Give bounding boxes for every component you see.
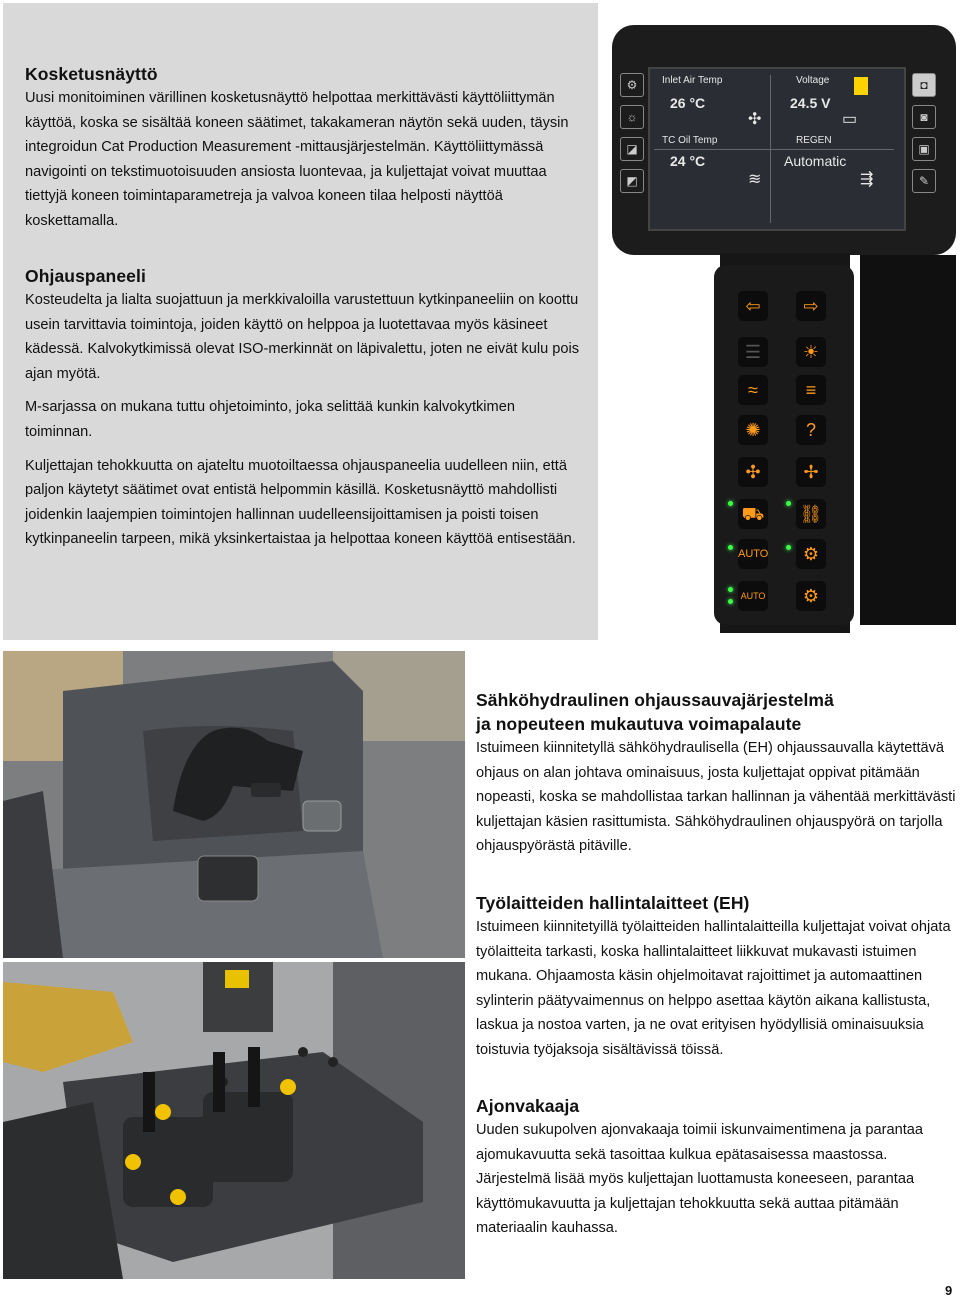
section-control-panel [25, 264, 585, 552]
light-icon: ☼ [620, 105, 644, 129]
control-panel-paragraph-2: M-sarjassa on mukana tuttu ohjetoiminto, joka selittää kunkin kalvokytkimen toiminnan. [25, 399, 515, 440]
control-panel-heading: Ohjauspaneeli [25, 266, 146, 286]
monitor-photo [610, 25, 958, 625]
mount-rail [860, 255, 956, 625]
status-led [728, 545, 733, 550]
bucket-icon: ◪ [620, 137, 644, 161]
control-panel-paragraph-3: Kuljettajan tehokkuutta on ajateltu muotoiltaessa ohjauspaneelia uudelleen niin, että paljon käytetyt säätimet ovat entistä helpommin käsillä. Kosketusnäyttö mahdollisti joidenkin laajempien toimintojen hallinnan uudelleensijoittamisen ja poisti toisen kytkinpaneelin tarpeen, mikä yksinkertaistaa ja helpottaa koneen käyttöä entisestään. [25, 457, 576, 548]
monitor-screen [648, 67, 906, 231]
gear-lock-icon: ⚙ [796, 581, 826, 611]
section-touchscreen [25, 62, 585, 234]
implement-controls-heading: Työlaitteiden hallintalaitteet (EH) [476, 893, 750, 913]
high-beam-icon: ≡ [796, 375, 826, 405]
control-panel-paragraph-1: Kosteudelta ja lialta suojattuun ja merkkivaloilla varustettuun kytkinpaneeliin on koottu usein tarvittavia toimintoja, joiden käyttö on helppoa ja luotettavaa myös käsineet kädessä. Kalvokytkimissä olevat ISO-merkinnät on läpivalettu, joten ne eivät kulu pois ajan myötä. [25, 292, 580, 382]
eh-steering-heading-line-2: ja nopeuteen mukautuva voimapalaute [476, 714, 802, 734]
help-icon: ? [796, 415, 826, 445]
camera-icon: ▣ [912, 137, 936, 161]
ride-control-heading: Ajonvakaaja [476, 1096, 580, 1116]
status-led [728, 599, 733, 604]
voltage-value: 24.5 V [790, 95, 831, 111]
temperature-icon: ≋ [748, 171, 762, 188]
arrow-left-icon: ⇦ [738, 291, 768, 321]
warning-indicator [854, 77, 868, 95]
eh-steering-body: Istuimeen kiinnitetyllä sähköhydraulisella (EH) ohjaussauvalla käytettävä ohjaus on alan johtava ominaisuus, josta kuljettajat oppivat pitämään nopeasti, koska se mahdollistaa tarkan hallinnan ja vähentää merkittävästi kuljettajan käsien rasittumista. Sähköhydraulinen ohjauspyörä on tarjolla ohjauspyörästä pitäville. [476, 740, 956, 855]
status-led [786, 545, 791, 550]
section-implement-controls [476, 891, 956, 1063]
battery-icon: ▭ [842, 111, 858, 128]
touchscreen-body: Uusi monitoiminen värillinen kosketusnäyttö helpottaa merkittävästi käyttöliittymän käyttöä, koska se sisältää koneen säätimet, takakameran näytön sekä uuden, täysin integroidun Cat Production Measurement -mittausjärjestelmän. Käyttöliittymässä navigointi on tekstimuotoisuuden ansiosta luontevaa, ja kuljettajat voivat muuttaa tiettyjä koneen toimintaparametreja ja valvoa koneen tilaa helposti näyttöä koskettamalla. [25, 90, 569, 229]
machine-icon: ⚙ [620, 73, 644, 97]
status-led [786, 501, 791, 506]
wrench-icon: ✎ [912, 169, 936, 193]
status-led [728, 501, 733, 506]
tilt-icon: ◩ [620, 169, 644, 193]
parking-light-icon: ☀ [796, 337, 826, 367]
transmission-icon: ⚙ [796, 539, 826, 569]
eh-steering-heading-line-1: Sähköhydraulinen ohjaussauvajärjestelmä [476, 690, 834, 710]
inlet-air-value: 26 °C [670, 95, 706, 111]
tc-oil-label: TC Oil Temp [662, 135, 718, 146]
beacon-icon: ✺ [738, 415, 768, 445]
regen-label: REGEN [796, 135, 832, 146]
auto-icon: AUTO [738, 539, 768, 569]
work-light-front-icon: ≈ [738, 375, 768, 405]
loader-outline-icon: ◙ [912, 105, 936, 129]
fan-icon: ✣ [748, 111, 762, 128]
left-screen-icons [620, 73, 644, 201]
section-eh-steering [476, 688, 956, 859]
joystick-photo [3, 651, 465, 958]
inlet-air-label: Inlet Air Temp [662, 75, 723, 86]
status-led [728, 587, 733, 592]
voltage-label: Voltage [796, 75, 830, 86]
page-number: 9 [945, 1283, 953, 1298]
implement-lock-icon: ⛓ [796, 499, 826, 529]
touchscreen-monitor [612, 25, 956, 255]
touchscreen-heading: Kosketusnäyttö [25, 64, 158, 84]
ride-control-body: Uuden sukupolven ajonvakaaja toimii iskunvaimentimena ja parantaa ajomukavuutta sekä tasoittaa kulkua epätasaisessa maastossa. Järjestelmä lisää myös kuljettajan luottamusta koneeseen, parantaa käyttömukavuutta ja kuljettajan tehokkuutta sekä auttaa pitämään materiaalin kauhassa. [476, 1122, 923, 1237]
section-ride-control [476, 1094, 956, 1241]
auto-lock-icon: AUTO [738, 581, 768, 611]
right-screen-icons [912, 73, 936, 201]
regen-icon: ⇶ [860, 171, 874, 188]
fan-reverse-icon: ✣ [738, 457, 768, 487]
implement-controls-body: Istuimeen kiinnitetyillä työlaitteiden hallintalaitteilla kuljettajat voivat ohjata työlaitteita tarkasti, koska hallintalaitteet liikkuvat mukavasti istuimen mukana. Ohjaamosta käsin ohjelmoitavat rajoittimet ja automaattinen sylinterin päätyvaimennus on helppo asettaa käytön aikana kallistusta, laskua ja nostoa varten, ja ne ovat erityisen hyödyllisiä ominaisuuksia toistuvia työjaksoja sisältävissä töissä. [476, 919, 951, 1058]
tc-oil-value: 24 °C [670, 153, 706, 169]
headlight-icon: ☰ [738, 337, 768, 367]
switch-panel [714, 265, 854, 625]
fan-auto-icon: ✢ [796, 457, 826, 487]
arrow-right-icon: ⇨ [796, 291, 826, 321]
regen-value: Automatic [784, 153, 847, 169]
ride-control-icon: ⛟ [738, 499, 768, 529]
console-photo [3, 962, 465, 1279]
loader-icon: ◘ [912, 73, 936, 97]
